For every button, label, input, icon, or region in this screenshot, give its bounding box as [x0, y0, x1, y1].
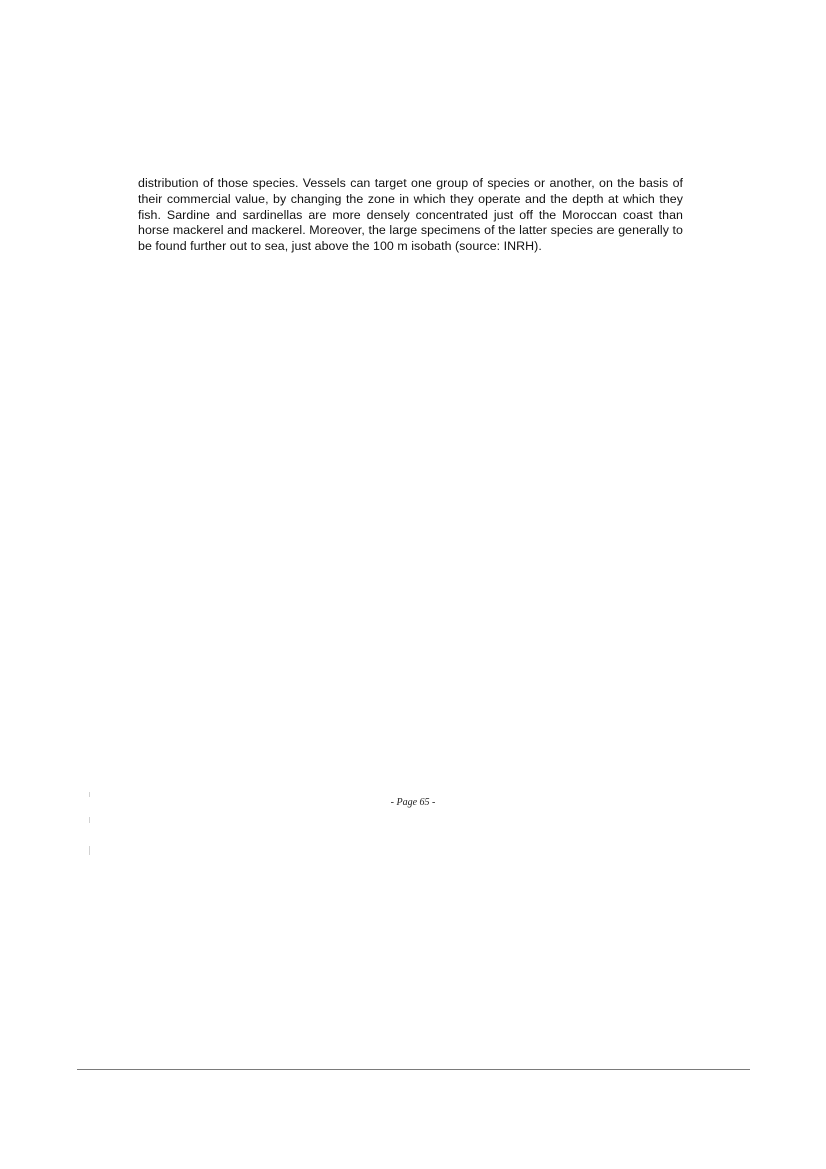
- scan-artifact-mark: [89, 817, 90, 823]
- footer-divider: [77, 1069, 750, 1070]
- body-paragraph: distribution of those species. Vessels can target one group of species or another, on the basis of their commercial value, by changing the zone in which they operate and the depth at which they fish. Sardine and sardinellas are more densely concentrated just off the Moroccan coast than horse mackerel and mackerel. Moreover, the large specimens of the latter species are generally to be found further out to sea, just above the 100 m isobath (source: INRH).: [138, 176, 683, 254]
- page-number: - Page 65 -: [390, 797, 436, 808]
- scan-artifact-mark: [89, 846, 90, 855]
